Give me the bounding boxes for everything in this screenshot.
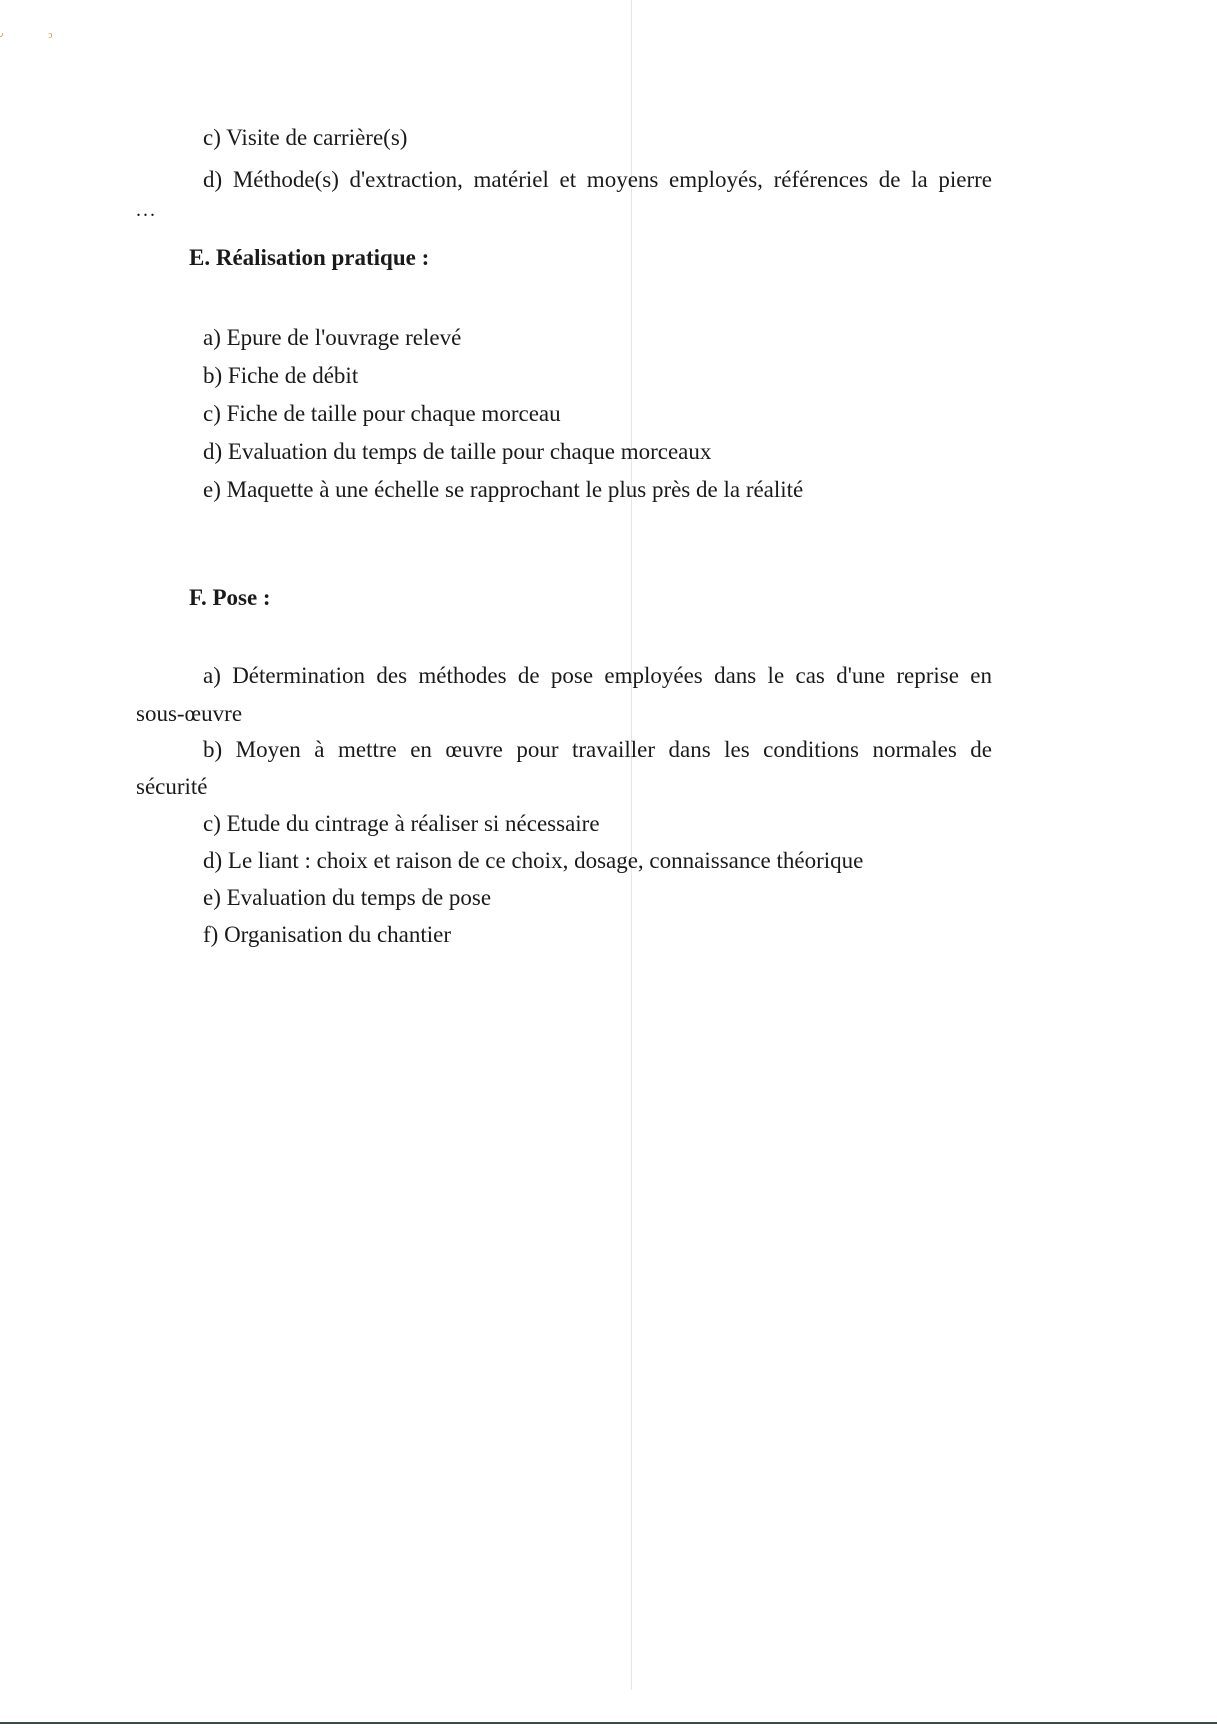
list-item: d) Méthode(s) d'extraction, matériel et moyens employés, références de la pierre xyxy=(203,167,992,192)
list-item: c) Visite de carrière(s) xyxy=(203,125,408,150)
scan-artifact: ͻ xyxy=(48,30,53,41)
list-item: d) Evaluation du temps de taille pour chaque morceaux xyxy=(203,439,712,464)
list-item: d) Le liant : choix et raison de ce choix, dosage, connaissance théorique xyxy=(203,848,864,873)
bottom-rule xyxy=(0,1722,1217,1724)
list-item: b) Moyen à mettre en œuvre pour travailler dans les conditions normales de xyxy=(203,737,992,762)
list-item: b) Fiche de débit xyxy=(203,363,359,388)
page-fold-line xyxy=(631,0,632,1690)
list-item: e) Evaluation du temps de pose xyxy=(203,885,492,910)
list-item: c) Etude du cintrage à réaliser si nécessaire xyxy=(203,811,600,836)
list-item: a) Détermination des méthodes de pose employées dans le cas d'une reprise en xyxy=(203,663,992,688)
list-item-continuation: sous-œuvre xyxy=(136,701,243,726)
list-item: a) Epure de l'ouvrage relevé xyxy=(203,325,462,350)
list-item: e) Maquette à une échelle se rapprochant le plus près de la réalité xyxy=(203,477,804,502)
section-heading: E. Réalisation pratique : xyxy=(189,245,430,270)
section-heading: F. Pose : xyxy=(189,585,271,610)
list-item: f) Organisation du chantier xyxy=(203,922,452,947)
list-item-continuation: sécurité xyxy=(136,774,208,799)
scan-artifact: ٫ xyxy=(0,28,4,39)
list-item: c) Fiche de taille pour chaque morceau xyxy=(203,401,561,426)
continuation-ellipsis: ... xyxy=(136,199,157,221)
